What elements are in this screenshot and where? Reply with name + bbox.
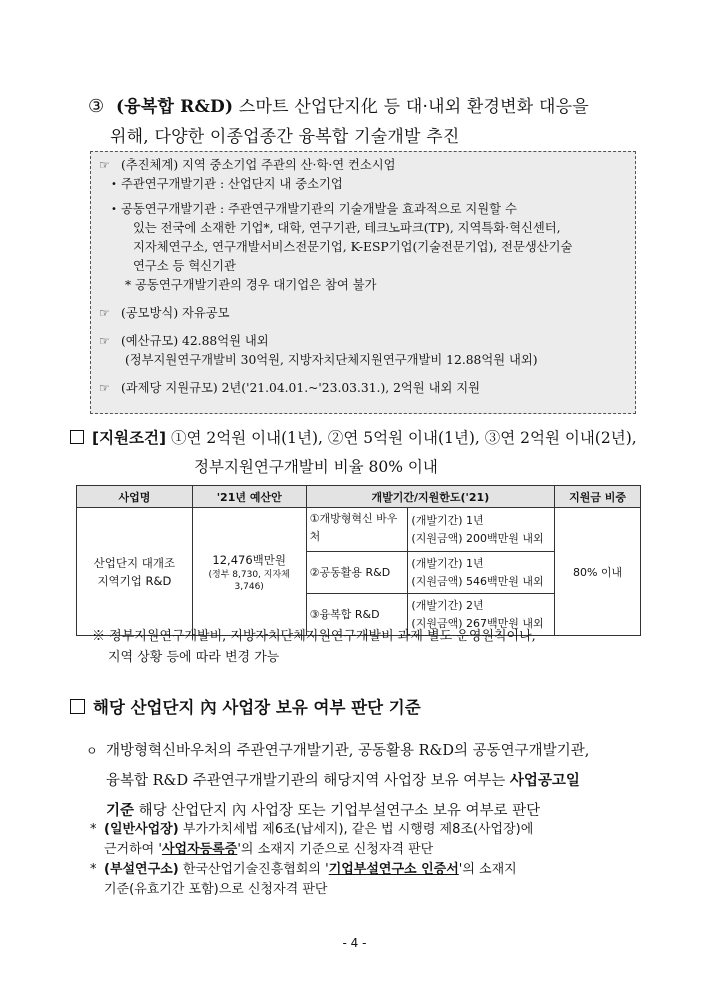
section3-heading-line2: 위해, 다양한 이종업종간 융복합 기술개발 추진: [110, 127, 460, 147]
note-research-lab-label: (부설연구소): [104, 862, 179, 877]
scale-row: [99, 379, 627, 398]
period-text: (개발기간) 2년: [411, 598, 484, 612]
table-footnote: [92, 626, 652, 668]
recruit-row: [99, 304, 627, 323]
period-amount-cell: [408, 508, 555, 552]
ratio-cell: 80% 이내: [555, 508, 641, 636]
program-info-box: [90, 151, 636, 414]
period-text: (개발기간) 1년: [411, 513, 484, 527]
section3-heading-text: 스마트 산업단지化 등 대·내외 환경변화 대응을: [238, 97, 589, 117]
budget-detail: (정부지원연구개발비 30억원, 지방자치단체지원연구개발비 12.88억원 내외): [125, 353, 538, 367]
support-type-cell: ①개방형혁신 바우처: [306, 508, 408, 552]
circled-number-3: ③: [88, 96, 105, 117]
judgement-section-title: 해당 산업단지 內 사업장 보유 여부 판단 기준: [93, 698, 421, 717]
judgement-line3-text: 해당 산업단지 內 사업장 또는 기업부설연구소 보유 여부로 판단: [138, 803, 541, 819]
note-general-site-line2-pre: 근거하여 ': [104, 842, 162, 857]
bullet-dot-icon: •: [111, 204, 117, 215]
note-research-lab-text: 한국산업기술진흥협회의 ': [182, 862, 329, 877]
joint-org-note: * 공동연구개발기관의 경우 대기업은 참여 불가: [125, 278, 377, 292]
note-general-site-text: 부가가치세법 제6조(납세지), 같은 법 시행령 제8조(사업장)에: [182, 822, 534, 837]
period-amount-cell: [408, 552, 555, 594]
amount-text: (지원금액) 546백만원 내외: [411, 574, 544, 588]
pointing-hand-icon: ☞: [99, 158, 110, 172]
joint-org-row: [99, 200, 627, 219]
table-header-period: 개발기간/지원한도('21): [306, 486, 555, 508]
business-registration-certificate: 사업자등록증: [161, 842, 238, 857]
lead-org-text: 주관연구개발기관 : 산업단지 내 중소기업: [121, 177, 343, 191]
pointing-hand-icon: ☞: [99, 334, 110, 348]
table-row: [77, 508, 641, 552]
table-footnote-line1: ※ 정부지원연구개발비, 지방자치단체지원연구개발비 과제 별도 운영원칙이나,: [92, 629, 536, 644]
joint-org-line4: 연구소 등 혁신기관: [133, 259, 236, 273]
square-bullet-icon: [70, 699, 85, 714]
support-type-cell: ②공동활용 R&D: [306, 552, 408, 594]
note-general-site-line2: [90, 840, 650, 860]
table-header-row: [77, 486, 641, 508]
support-type-cell: ③융복합 R&D: [306, 594, 408, 636]
support-conditions-label: [지원조건]: [92, 429, 167, 447]
program-name-line1: 산업단지 대개조: [93, 555, 176, 570]
note-general-site-label: (일반사업장): [104, 822, 179, 837]
budget-amount: 12,476백만원: [212, 552, 286, 567]
support-conditions-line1: [70, 424, 660, 453]
program-name-cell: [77, 508, 193, 636]
section3-heading-line1: [88, 92, 658, 122]
judgement-line2-text: 융복합 R&D 주관연구개발기관의 해당지역 사업장 보유 여부는: [106, 773, 506, 789]
budget-text: (예산규모) 42.88억원 내외: [121, 334, 269, 348]
program-name-line2: 지역기업 R&D: [97, 573, 172, 588]
judgement-line3-emphasis: 기준: [106, 803, 135, 819]
judgement-line1-text: 개방형혁신바우처의 주관연구개발기관, 공동활용 R&D의 공동연구개발기관,: [106, 743, 590, 759]
judgement-line2-emphasis: 사업공고일: [509, 773, 580, 789]
period-text: (개발기간) 1년: [411, 556, 484, 570]
support-conditions-text: ①연 2억원 이내(1년), ②연 5억원 이내(1년), ③연 2억원 이내(2년),: [171, 429, 637, 447]
asterisk-marker: *: [90, 822, 97, 837]
system-row: [99, 156, 627, 175]
joint-org-line2: 있는 전국에 소재한 기업*, 대학, 연구기관, 테크노파크(TP), 지역특화·혁신센터,: [133, 221, 561, 235]
joint-org-line3: 지자체연구소, 연구개발서비스전문기업, K-ESP기업(기술전문기업), 전문생산기술: [133, 240, 573, 254]
joint-org-line1: 공동연구개발기관 : 주관연구개발기관의 기술개발을 효과적으로 지원할 수: [121, 202, 517, 216]
pointing-hand-icon: ☞: [99, 306, 110, 320]
system-text: (추진체계) 지역 중소기업 주관의 산·학·연 컨소시엄: [121, 158, 396, 172]
amount-text: (지원금액) 267백만원 내외: [411, 616, 544, 630]
budget-table: [76, 485, 641, 636]
amount-text: (지원금액) 200백만원 내외: [411, 531, 544, 545]
note-general-site: [90, 820, 650, 840]
judgement-notes: [90, 820, 650, 900]
circle-bullet-icon: ㅇ: [86, 744, 98, 758]
lead-org-row: [99, 175, 627, 194]
table-header-program: 사업명: [77, 486, 193, 508]
bullet-dot-icon: •: [111, 179, 117, 190]
research-lab-certificate: 기업부설연구소 인증서: [328, 862, 459, 877]
recruit-text: (공모방식) 자유공모: [121, 306, 230, 320]
scale-text: (과제당 지원규모) 2년('21.04.01.~'23.03.31.), 2억원 내외 지원: [121, 381, 480, 395]
note-research-lab: [90, 860, 650, 880]
judgement-line2: [86, 766, 646, 796]
support-conditions-line2: 정부지원연구개발비 비율 80% 이내: [194, 458, 438, 476]
table-header-budget: '21년 예산안: [192, 486, 306, 508]
section3-heading-label: (융복합 R&D): [115, 97, 234, 117]
table-header-ratio: 지원금 비중: [555, 486, 641, 508]
note-research-lab-line2: 기준(유효기간 포함)으로 신청자격 판단: [104, 882, 328, 897]
square-bullet-icon: [70, 430, 84, 444]
table-footnote-line2: 지역 상황 등에 따라 변경 가능: [108, 650, 280, 665]
judgement-section-heading: [70, 694, 421, 718]
judgement-line1: [86, 736, 646, 766]
budget-row: [99, 332, 627, 351]
budget-breakdown: (정부 8,730, 지자체 3,746): [208, 569, 290, 592]
note-research-lab-post: '의 소재지: [458, 862, 517, 877]
budget-cell: [192, 508, 306, 636]
support-conditions: [70, 424, 660, 482]
judgement-body: [86, 736, 646, 826]
note-general-site-line2-post: '의 소재지 기준으로 신청자격 판단: [237, 842, 434, 857]
page-number: - 4 -: [342, 936, 367, 950]
asterisk-marker: *: [90, 862, 97, 877]
section3-heading: [88, 92, 658, 152]
pointing-hand-icon: ☞: [99, 381, 110, 395]
